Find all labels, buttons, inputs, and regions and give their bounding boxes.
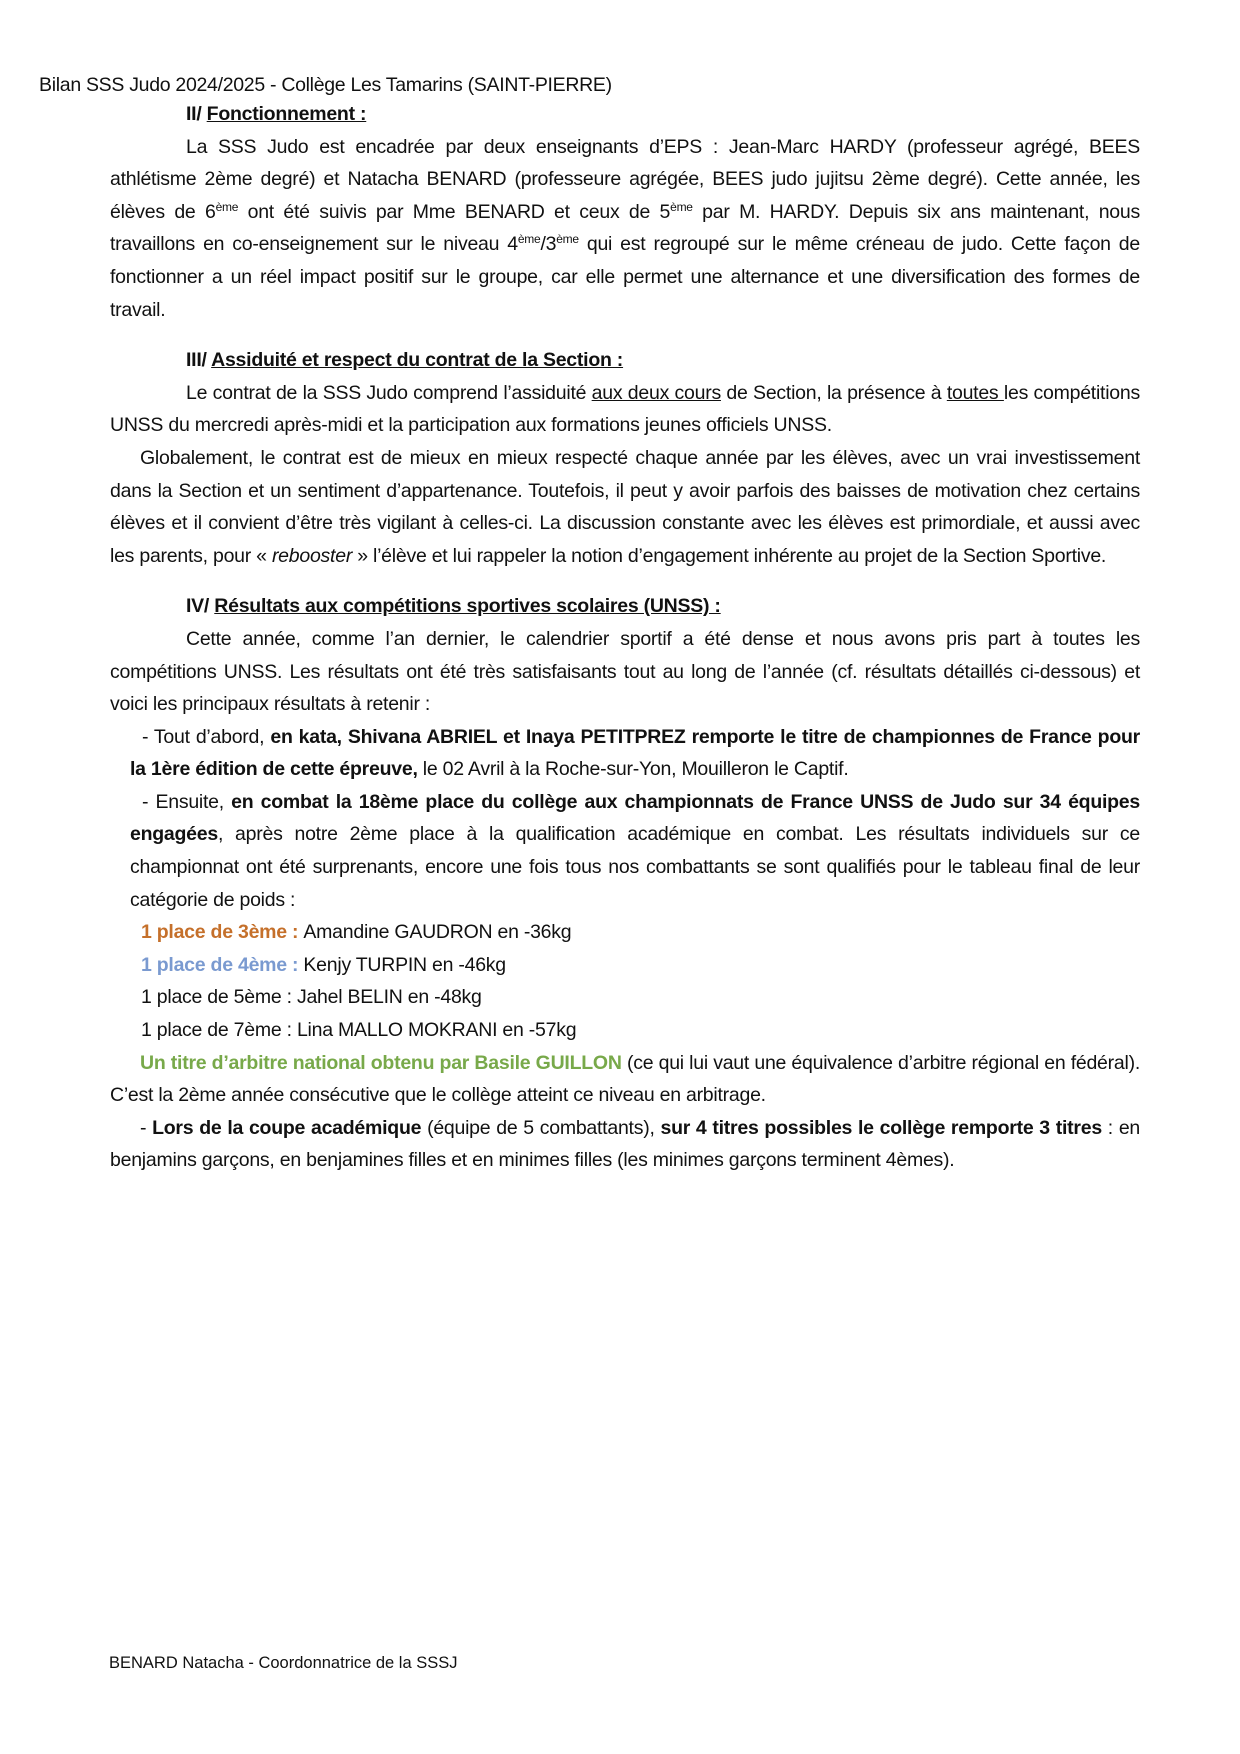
superscript: ème	[670, 199, 693, 214]
result-item	[110, 981, 1140, 1014]
section-number: II/	[186, 103, 207, 125]
section-4-intro: Cette année, comme l’an dernier, le calendrier sportif a été dense et nous avons pris part à toutes les compétitions UNSS. Les résultats ont été très satisfaisants tout au long de l’année (cf. résultats détaillés ci-dessous) et voici les principaux résultats à retenir :	[110, 627, 1140, 716]
text: -	[140, 1116, 153, 1139]
underlined-text: aux deux cours	[591, 381, 721, 404]
underlined-text: toutes	[946, 381, 1004, 404]
section-number: IV/	[186, 595, 215, 618]
result-item	[110, 916, 1140, 949]
text: - Tout d’abord,	[142, 725, 271, 748]
result-place: 1 place de 3ème :	[141, 921, 304, 944]
text: » l’élève et lui rappeler la notion d’engagement inhérente au projet de la Section Sportive.	[352, 544, 1107, 567]
text: les compétitions UNSS du mercredi après-midi et la participation aux formations jeunes officiels UNSS.	[110, 381, 1140, 437]
superscript: ème	[517, 232, 541, 247]
result-detail: Amandine GAUDRON en -36kg	[303, 921, 572, 944]
text: (équipe de 5 combattants),	[421, 1116, 661, 1139]
text: Le contrat de la SSS Judo comprend l’assiduité	[186, 381, 592, 404]
result-item	[110, 1014, 1140, 1047]
section-title: Assiduité et respect du contrat de la Section :	[211, 349, 624, 372]
document-footer: BENARD Natacha - Coordonnatrice de la SSSJ	[109, 1654, 458, 1672]
text: de Section, la présence à	[720, 381, 947, 404]
text: /3	[540, 233, 557, 256]
arbitre-paragraph	[110, 1047, 1140, 1112]
document-body	[110, 98, 1140, 1177]
result-detail: Kenjy TURPIN en -46kg	[303, 953, 506, 976]
text: , après notre 2ème place à la qualification académique en combat. Les résultats individuels sur ce championnat ont été surprenants, encore une fois tous nos combattants se sont qualifiés pour le tableau final de leur catégorie de poids :	[130, 823, 1140, 911]
bold-text: sur 4 titres possibles le collège remporte 3 titres	[660, 1116, 1102, 1139]
result-place: 1 place de 5ème :	[141, 986, 297, 1009]
section-number: III/	[186, 349, 212, 372]
result-place: 1 place de 4ème :	[141, 953, 304, 976]
text: : en benjamins garçons, en benjamines filles et en minimes filles (les minimes garçons terminent 4èmes).	[110, 1116, 1141, 1172]
highlight-text: Un titre d’arbitre national obtenu par Basile GUILLON	[140, 1051, 622, 1074]
superscript: ème	[556, 232, 579, 247]
text: - Ensuite,	[142, 790, 232, 813]
section-2-heading	[110, 98, 1140, 131]
bold-text: en kata, Shivana ABRIEL et Inaya PETITPREZ remporte le titre de championnes de France pour la 1ère édition de cette épreuve,	[130, 725, 1140, 781]
section-2-paragraph	[110, 131, 1140, 327]
bullet-combat	[110, 786, 1140, 916]
bold-text: Lors de la coupe académique	[152, 1116, 422, 1139]
text: qui est regroupé sur le même créneau de judo. Cette façon de fonctionner a un réel impact positif sur le groupe, car elle permet une alternance et une diversification des formes de travail.	[110, 233, 1140, 321]
result-item	[110, 949, 1140, 982]
result-detail: Jahel BELIN en -48kg	[296, 986, 482, 1009]
result-place: 1 place de 7ème :	[141, 1019, 297, 1042]
result-detail: Lina MALLO MOKRANI en -57kg	[296, 1019, 577, 1042]
section-title: Fonctionnement :	[206, 103, 367, 125]
superscript: ème	[215, 199, 239, 214]
text: le 02 Avril à la Roche-sur-Yon, Mouilleron le Captif.	[417, 758, 849, 781]
text: La SSS Judo est encadrée par deux enseignants d’EPS : Jean-Marc HARDY (professeur agrégé, BEES athlétisme 2ème degré) et Natacha BENARD (professeure agrégée, BEES judo jujitsu 2ème degré). Cette année, les élèves de 6	[110, 135, 1140, 223]
section-3-paragraph-1	[110, 377, 1140, 442]
document-header: Bilan SSS Judo 2024/2025 - Collège Les Tamarins (SAINT-PIERRE)	[39, 74, 612, 96]
bold-text: en combat la 18ème place du collège aux championnats de France UNSS de Judo sur 34 équipes engagées	[130, 790, 1141, 846]
bullet-kata	[110, 721, 1140, 786]
text: ont été suivis par Mme BENARD et ceux de 5	[238, 200, 671, 223]
section-3-paragraph-2	[110, 442, 1140, 572]
text: (ce qui lui vaut une équivalence d’arbitre régional en fédéral). C’est la 2ème année consécutive que le collège atteint ce niveau en arbitrage.	[110, 1051, 1140, 1107]
italic-text: rebooster	[271, 544, 353, 567]
bullet-coupe-academique	[110, 1112, 1140, 1177]
section-4-heading	[110, 590, 1140, 623]
text: Globalement, le contrat est de mieux en mieux respecté chaque année par les élèves, avec un vrai investissement dans la Section et un sentiment d’appartenance. Toutefois, il peut y avoir parfois des baisses de motivation chez certains élèves et il convient d’être très vigilant à celles-ci. La discussion constante avec les élèves est primordiale, et aussi avec les parents, pour «	[110, 446, 1140, 567]
text: par M. HARDY. Depuis six ans maintenant, nous travaillons en co-enseignement sur le niveau 4	[110, 200, 1140, 256]
section-3-heading	[110, 344, 1140, 377]
section-title: Résultats aux compétitions sportives scolaires (UNSS) :	[214, 595, 721, 618]
